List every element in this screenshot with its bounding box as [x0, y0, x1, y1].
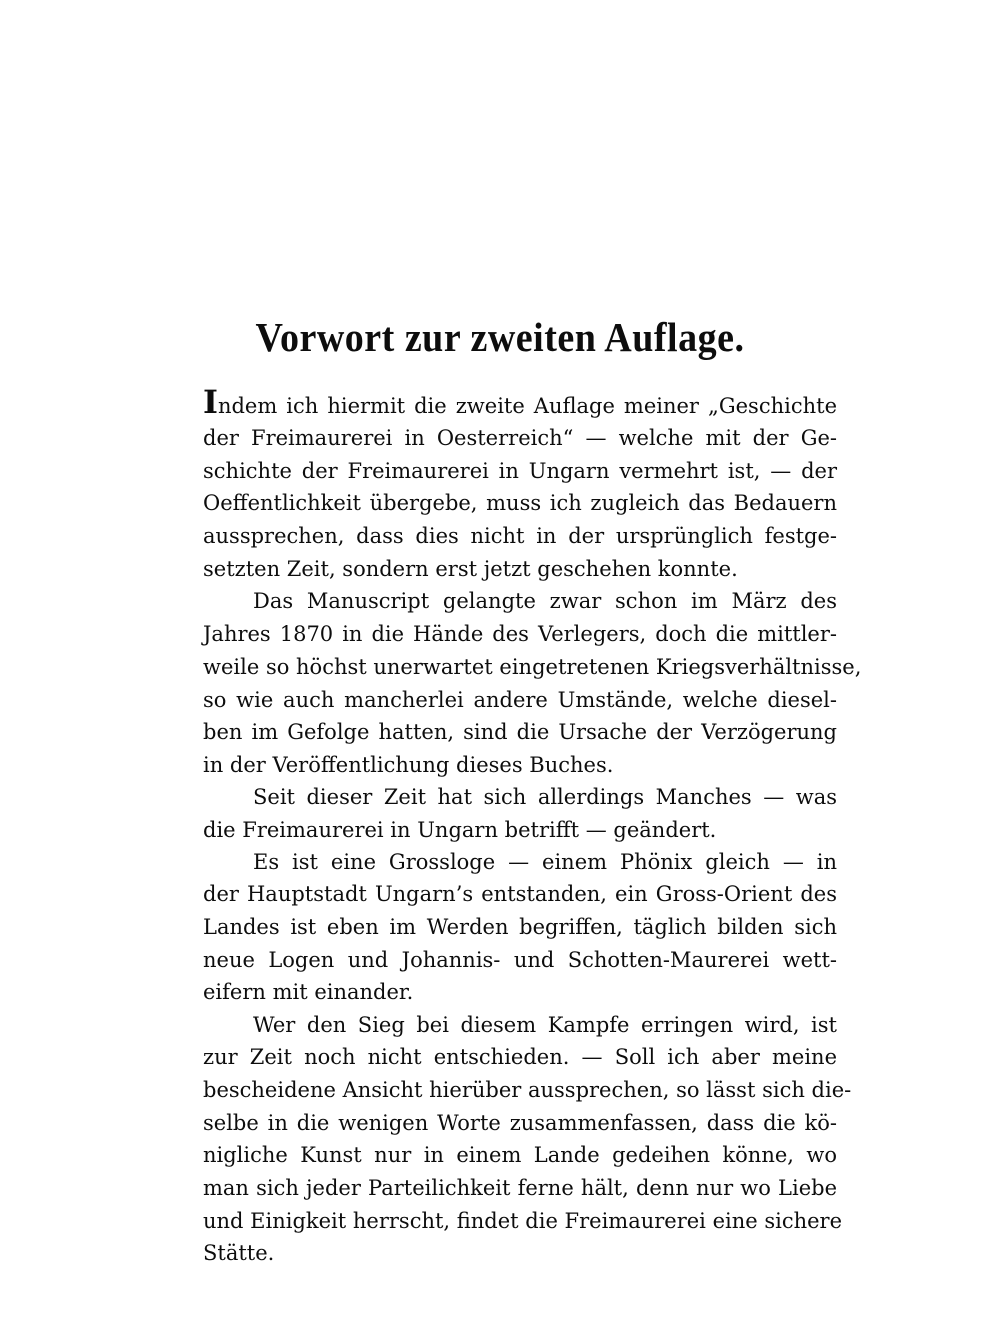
- drop-cap: I: [203, 383, 218, 421]
- text-line: Wer den Sieg bei diesem Kampfe erringen wird, ist: [253, 1013, 837, 1037]
- text-line: Stätte.: [203, 1241, 275, 1265]
- text-line: und Einigkeit herrscht, findet die Freimaurerei eine sichere: [203, 1209, 843, 1233]
- text-line: bescheidene Ansicht hierüber aussprechen, so lässt sich die-: [203, 1078, 852, 1102]
- text-line: der Freimaurerei in Oesterreich“ — welche mit der Ge-: [203, 426, 837, 450]
- text-line: man sich jeder Parteilichkeit ferne hält, denn nur wo Liebe: [203, 1176, 837, 1200]
- text-line: nigliche Kunst nur in einem Lande gedeihen könne, wo: [203, 1143, 837, 1167]
- text-line: die Freimaurerei in Ungarn betrifft — geändert.: [203, 818, 717, 842]
- text-line: aussprechen, dass dies nicht in der ursprünglich festge-: [203, 524, 837, 548]
- text-line: weile so höchst unerwartet eingetretenen Kriegsverhältnisse,: [203, 655, 862, 679]
- text-line: Das Manuscript gelangte zwar schon im März des: [253, 589, 837, 613]
- text-line: ben im Gefolge hatten, sind die Ursache der Verzögerung: [203, 720, 837, 744]
- text-line: Landes ist eben im Werden begriffen, täglich bilden sich: [203, 915, 837, 939]
- text-line: in der Veröffentlichung dieses Buches.: [203, 753, 614, 777]
- text-line: so wie auch mancherlei andere Umstände, welche diesel-: [203, 688, 837, 712]
- text-line: eifern mit einander.: [203, 980, 414, 1004]
- page-title: Vorwort zur zweiten Auflage.: [255, 315, 745, 361]
- text-line: neue Logen und Johannis- und Schotten-Maurerei wett-: [203, 948, 837, 972]
- text-line: Oeffentlichkeit übergebe, muss ich zugleich das Bedauern: [203, 491, 837, 515]
- text-line: schichte der Freimaurerei in Ungarn vermehrt ist, — der: [203, 459, 837, 483]
- text-line: Jahres 1870 in die Hände des Verlegers, doch die mittler-: [203, 622, 837, 646]
- text-line: der Hauptstadt Ungarn’s entstanden, ein Gross-Orient des: [203, 882, 837, 906]
- text-line: Seit dieser Zeit hat sich allerdings Manches — was: [253, 785, 837, 809]
- text-line: Es ist eine Grossloge — einem Phönix gleich — in: [253, 850, 837, 874]
- text-line: setzten Zeit, sondern erst jetzt geschehen konnte.: [203, 557, 738, 581]
- text-line: selbe in die wenigen Worte zusammenfassen, dass die kö-: [203, 1111, 837, 1135]
- text-line: zur Zeit noch nicht entschieden. — Soll ich aber meine: [203, 1045, 837, 1069]
- text-line: Indem ich hiermit die zweite Auflage meiner „Geschichte: [203, 383, 837, 421]
